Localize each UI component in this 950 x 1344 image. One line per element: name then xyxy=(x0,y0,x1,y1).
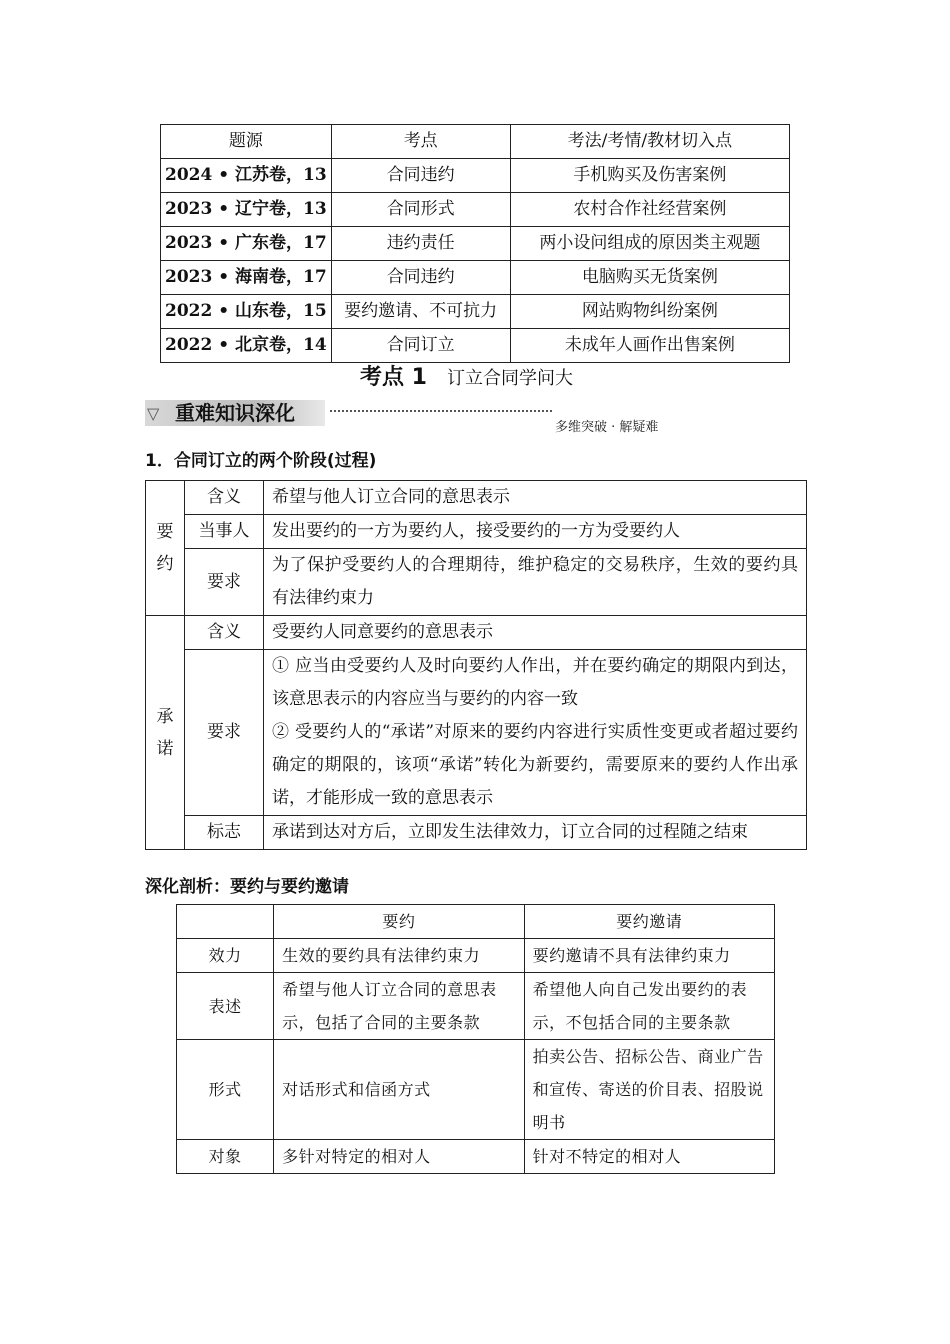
section-title: 1．合同订立的两个阶段(过程) xyxy=(145,451,377,471)
header-offer: 要约 xyxy=(274,905,524,939)
cell-invitation: 拍卖公告、招标公告、商业广告和宣传、寄送的价目表、招股说明书 xyxy=(524,1040,774,1140)
table-row xyxy=(161,329,790,363)
cell-source: 2022 • 北京卷，14 xyxy=(161,329,332,363)
requirement-1: ① 应当由受要约人及时向要约人作出，并在要约确定的期限内到达，该意思表示的内容应当与要约的内容一致 xyxy=(272,656,798,709)
cell-invitation: 针对不特定的相对人 xyxy=(524,1140,774,1174)
analysis-title: 深化剖析：要约与要约邀请 xyxy=(145,877,349,897)
table-row xyxy=(161,227,790,261)
cell-source: 2023 • 海南卷，17 xyxy=(161,261,332,295)
cell-method: 两小设问组成的原因类主观题 xyxy=(510,227,789,261)
row-label: 含义 xyxy=(185,616,264,650)
topic-label: 考点 1 xyxy=(360,365,427,390)
section-banner xyxy=(145,400,659,435)
banner-title: 重难知识深化 xyxy=(175,401,295,425)
table-row xyxy=(177,973,775,1040)
cell-method: 电脑购买无货案例 xyxy=(510,261,789,295)
table-row xyxy=(161,193,790,227)
cell-method: 未成年人画作出售案例 xyxy=(510,329,789,363)
table-row xyxy=(146,515,807,549)
cell-invitation: 要约邀请不具有法律约束力 xyxy=(524,939,774,973)
table-row xyxy=(177,1140,775,1174)
table-row xyxy=(146,481,807,515)
offer-label: 要约 xyxy=(146,481,185,616)
requirement-2: ② 受要约人的“承诺”对原来的要约内容进行实质性变更或者超过要约确定的期限的，该项“承诺”转化为新要约，需要原来的要约人作出承诺，才能形成一致的意思表示 xyxy=(272,722,798,808)
topic-title: 订立合同学问大 xyxy=(446,368,573,389)
cell-topic: 合同形式 xyxy=(331,193,510,227)
acceptance-label: 承诺 xyxy=(146,616,185,850)
table-row xyxy=(146,816,807,850)
row-label: 形式 xyxy=(177,1040,274,1140)
cell-source: 2023 • 辽宁卷，13 xyxy=(161,193,332,227)
cell-topic: 合同违约 xyxy=(331,261,510,295)
header-empty xyxy=(177,905,274,939)
banner-subtitle: 多维突破 · 解疑难 xyxy=(555,420,659,435)
offer-comparison-table xyxy=(176,904,775,1174)
table-header-row xyxy=(161,125,790,159)
row-label: 效力 xyxy=(177,939,274,973)
header-source: 题源 xyxy=(161,125,332,159)
row-desc: 受要约人同意要约的意思表示 xyxy=(264,616,807,650)
table-row xyxy=(177,1040,775,1140)
contract-stage-table xyxy=(145,480,807,850)
cell-topic: 要约邀请、不可抗力 xyxy=(331,295,510,329)
header-topic: 考点 xyxy=(331,125,510,159)
table-header-row xyxy=(177,905,775,939)
cell-method: 网站购物纠纷案例 xyxy=(510,295,789,329)
cell-topic: 合同违约 xyxy=(331,159,510,193)
cell-offer: 对话形式和信函方式 xyxy=(274,1040,524,1140)
triangle-icon: ▽ xyxy=(147,404,160,423)
row-desc: 承诺到达对方后，立即发生法律效力，订立合同的过程随之结束 xyxy=(264,816,807,850)
header-invitation: 要约邀请 xyxy=(524,905,774,939)
table-row xyxy=(161,159,790,193)
row-desc: 为了保护受要约人的合理期待，维护稳定的交易秩序，生效的要约具有法律约束力 xyxy=(264,549,807,616)
topic-heading xyxy=(360,360,573,391)
table-row xyxy=(177,939,775,973)
row-label: 标志 xyxy=(185,816,264,850)
cell-offer: 生效的要约具有法律约束力 xyxy=(274,939,524,973)
row-label: 对象 xyxy=(177,1140,274,1174)
cell-source: 2024 • 江苏卷，13 xyxy=(161,159,332,193)
row-label: 要求 xyxy=(185,549,264,616)
cell-invitation: 希望他人向自己发出要约的表示，不包括合同的主要条款 xyxy=(524,973,774,1040)
exam-source-table xyxy=(160,124,790,363)
row-label: 表述 xyxy=(177,973,274,1040)
cell-source: 2023 • 广东卷，17 xyxy=(161,227,332,261)
table-row xyxy=(161,261,790,295)
cell-offer: 希望与他人订立合同的意思表示，包括了合同的主要条款 xyxy=(274,973,524,1040)
banner-divider xyxy=(330,410,552,412)
cell-method: 农村合作社经营案例 xyxy=(510,193,789,227)
cell-topic: 合同订立 xyxy=(331,329,510,363)
cell-offer: 多针对特定的相对人 xyxy=(274,1140,524,1174)
row-label: 当事人 xyxy=(185,515,264,549)
table-row xyxy=(146,549,807,616)
row-desc: 希望与他人订立合同的意思表示 xyxy=(264,481,807,515)
row-desc-multi xyxy=(264,650,807,816)
row-label: 要求 xyxy=(185,650,264,816)
row-label: 含义 xyxy=(185,481,264,515)
header-method: 考法/考情/教材切入点 xyxy=(510,125,789,159)
cell-method: 手机购买及伤害案例 xyxy=(510,159,789,193)
cell-source: 2022 • 山东卷，15 xyxy=(161,295,332,329)
table-row xyxy=(146,650,807,816)
cell-topic: 违约责任 xyxy=(331,227,510,261)
table-row xyxy=(146,616,807,650)
row-desc: 发出要约的一方为要约人，接受要约的一方为受要约人 xyxy=(264,515,807,549)
table-row xyxy=(161,295,790,329)
